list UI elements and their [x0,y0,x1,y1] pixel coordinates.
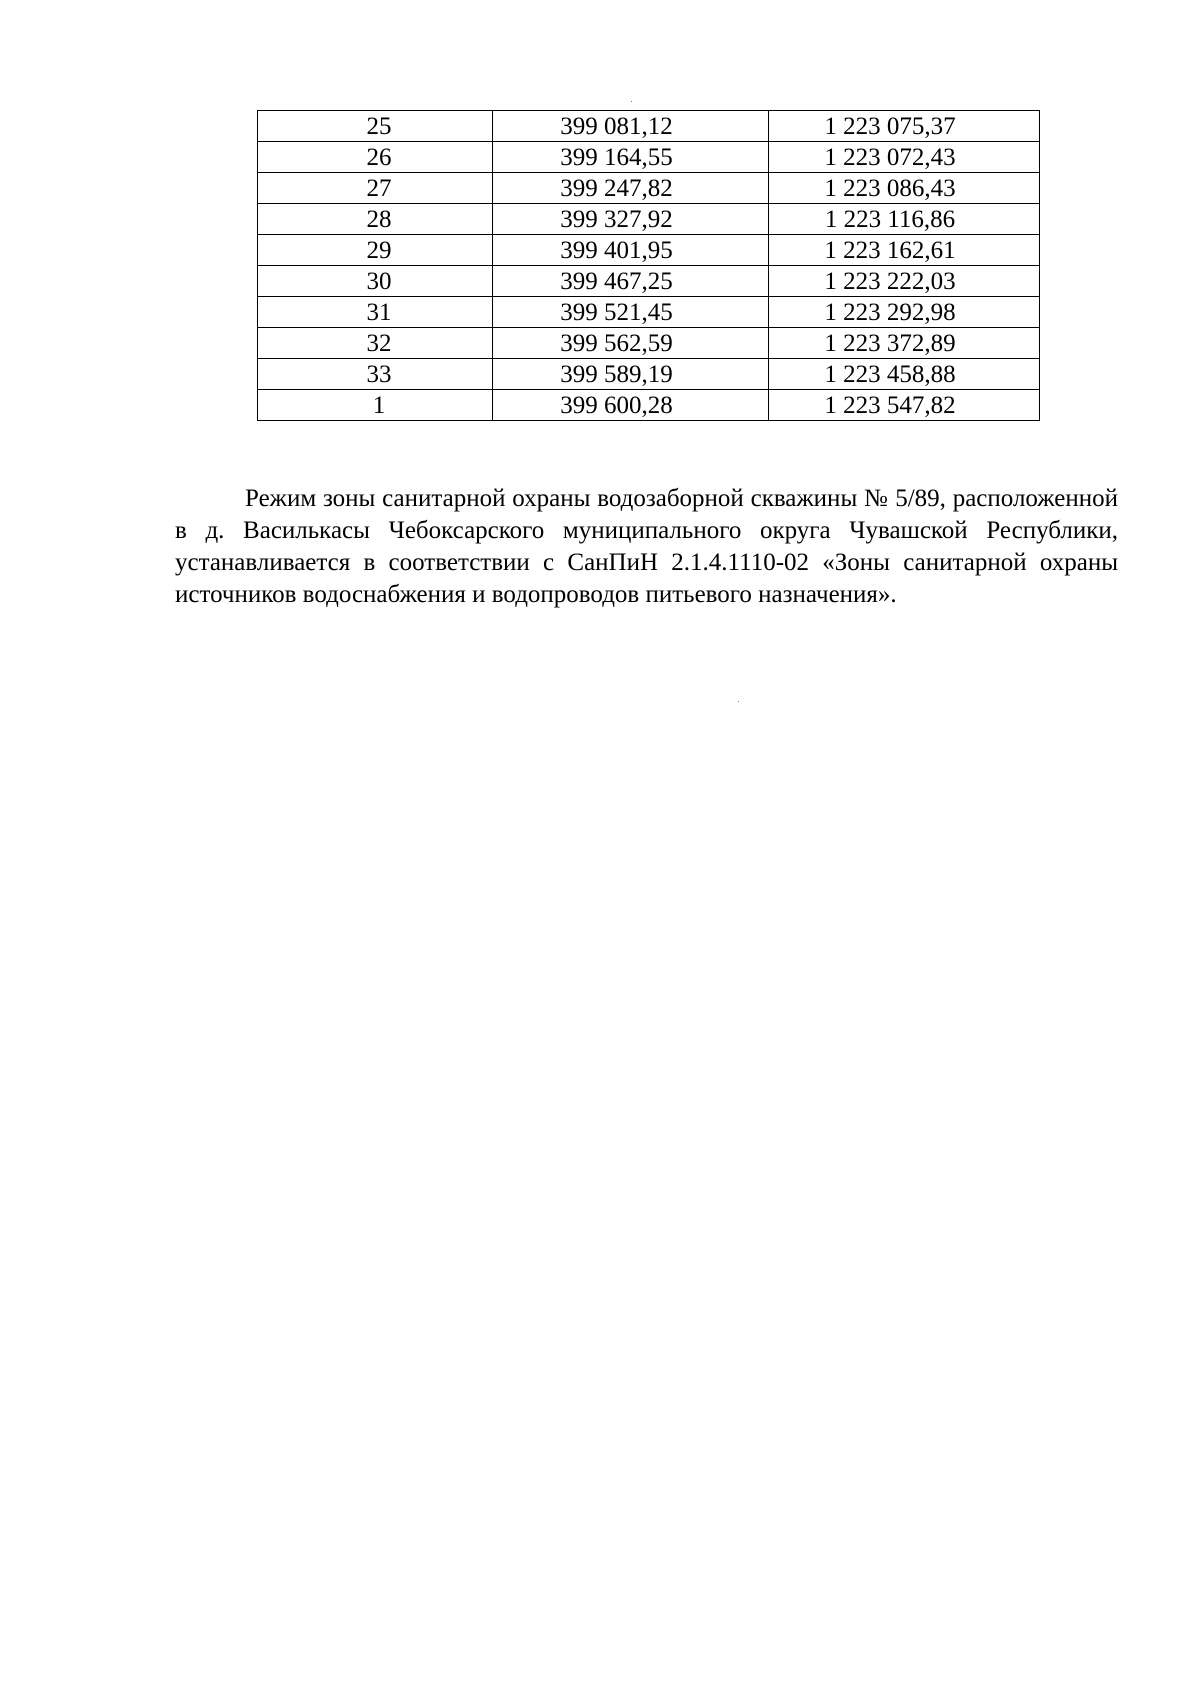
x-coordinate-cell: 399 247,82 [493,173,769,204]
scan-speck [631,101,632,102]
y-coordinate-cell: 1 223 075,37 [769,111,1040,142]
coordinates-table [257,110,1040,421]
y-coordinate-cell: 1 223 222,03 [769,266,1040,297]
y-coordinate-cell: 1 223 116,86 [769,204,1040,235]
point-number-cell: 26 [258,142,493,173]
table-row [258,173,1040,204]
table-row [258,297,1040,328]
table-row [258,266,1040,297]
x-coordinate-cell: 399 081,12 [493,111,769,142]
table-row [258,142,1040,173]
scan-speck [738,701,739,702]
x-coordinate-cell: 399 401,95 [493,235,769,266]
x-coordinate-cell: 399 164,55 [493,142,769,173]
table-row [258,111,1040,142]
regime-paragraph: Режим зоны санитарной охраны водозаборной скважины № 5/89, расположенной в д. Василькасы Чебоксарского муниципального округа Чувашской Республики, устанавливается в соответствии с СанПиН 2.1.4.1110-02 «Зоны санитарной охраны источников водоснабжения и водопроводов питьевого назначения». [175,485,1118,608]
x-coordinate-cell: 399 467,25 [493,266,769,297]
table-row [258,390,1040,421]
x-coordinate-cell: 399 521,45 [493,297,769,328]
point-number-cell: 27 [258,173,493,204]
point-number-cell: 1 [258,390,493,421]
y-coordinate-cell: 1 223 458,88 [769,359,1040,390]
point-number-cell: 28 [258,204,493,235]
y-coordinate-cell: 1 223 292,98 [769,297,1040,328]
x-coordinate-cell: 399 600,28 [493,390,769,421]
y-coordinate-cell: 1 223 372,89 [769,328,1040,359]
y-coordinate-cell: 1 223 162,61 [769,235,1040,266]
point-number-cell: 32 [258,328,493,359]
point-number-cell: 31 [258,297,493,328]
point-number-cell: 25 [258,111,493,142]
x-coordinate-cell: 399 327,92 [493,204,769,235]
table-row [258,328,1040,359]
point-number-cell: 30 [258,266,493,297]
y-coordinate-cell: 1 223 072,43 [769,142,1040,173]
point-number-cell: 33 [258,359,493,390]
coordinates-table-body [258,111,1040,421]
y-coordinate-cell: 1 223 547,82 [769,390,1040,421]
x-coordinate-cell: 399 589,19 [493,359,769,390]
point-number-cell: 29 [258,235,493,266]
table-row [258,204,1040,235]
y-coordinate-cell: 1 223 086,43 [769,173,1040,204]
x-coordinate-cell: 399 562,59 [493,328,769,359]
table-row [258,235,1040,266]
table-row [258,359,1040,390]
